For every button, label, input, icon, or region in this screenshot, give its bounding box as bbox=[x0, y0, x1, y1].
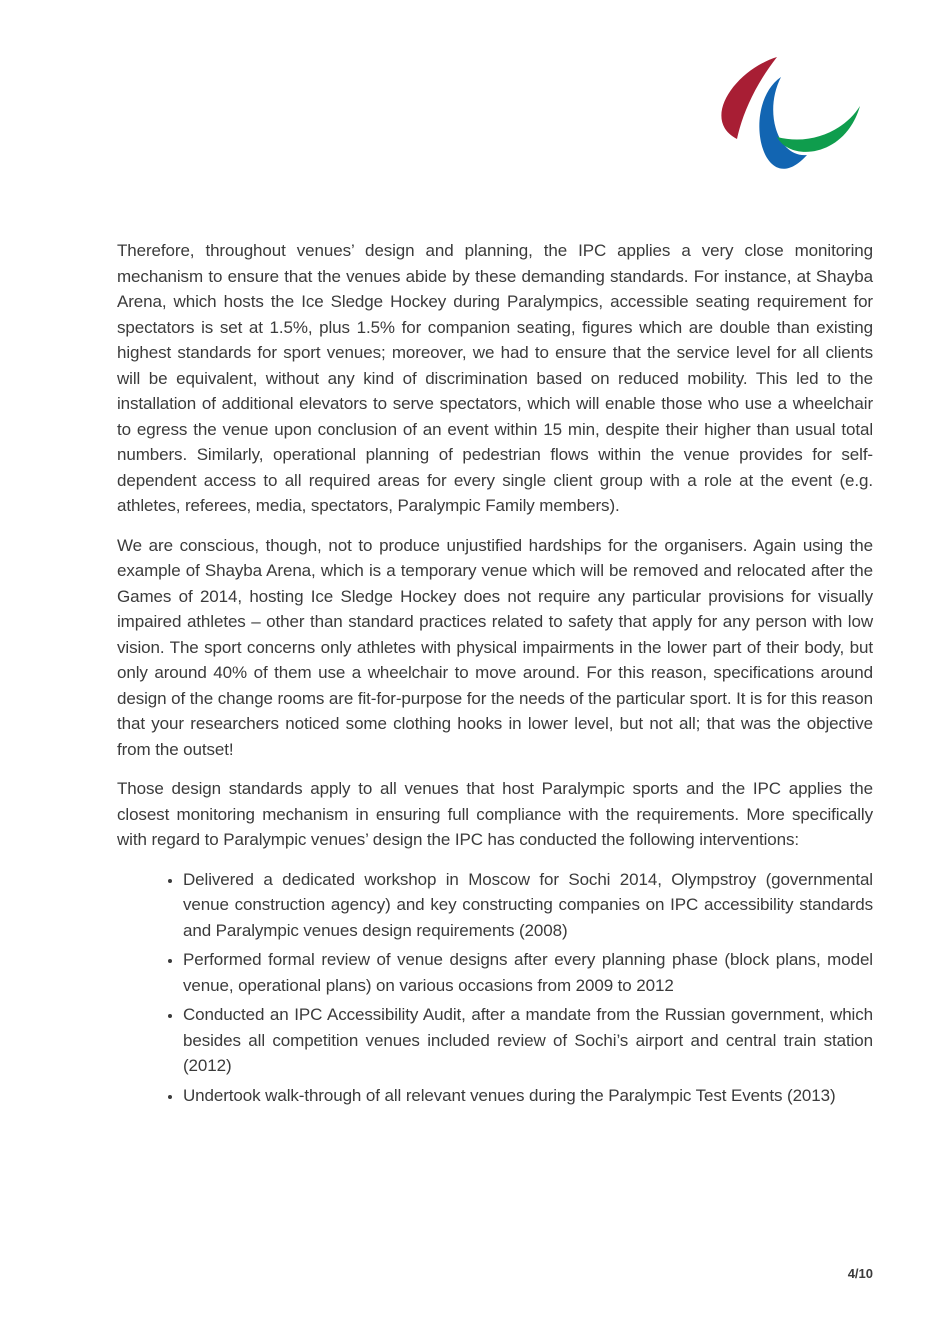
bullet-list bbox=[117, 867, 873, 1109]
document-body bbox=[117, 238, 873, 1112]
blue-agito-icon bbox=[759, 77, 807, 169]
page-footer bbox=[117, 1266, 873, 1281]
body-paragraph: Therefore, throughout venues’ design and planning, the IPC applies a very close monitoring mechanism to ensure that the venues abide by these demanding standards. For instance, at Shayba Arena, which hosts the Ice Sledge Hockey during Paralympics, accessible seating requirement for spectators is set at 1.5%, plus 1.5% for companion seating, figures which are double than existing highest standards for sport venues; moreover, we had to ensure that the service level for all clients will be equivalent, without any kind of discrimination based on reduced mobility. This led to the installation of additional elevators to serve spectators, which will enable those who use a wheelchair to egress the venue upon conclusion of an event within 15 min, despite their higher than usual total numbers. Similarly, operational planning of pedestrian flows within the venue provides for self-dependent access to all required areas for every single client group with a role at the event (e.g. athletes, referees, media, spectators, Paralympic Family members). bbox=[117, 241, 873, 515]
body-paragraph: We are conscious, though, not to produce unjustified hardships for the organisers. Again using the example of Shayba Arena, which is a temporary venue which will be removed and relocated after the Games of 2014, hosting Ice Sledge Hockey does not require any particular provisions for visually impaired athletes – other than standard practices related to safety that apply for any person with low vision. The sport concerns only athletes with physical impairments in the lower part of their body, but only around 40% of them use a wheelchair to move around. For this reason, specifications around design of the change rooms are fit-for-purpose for the needs of the particular sport. It is for this reason that your researchers noticed some clothing hooks in lower level, but not all; that was the objective from the outset! bbox=[117, 535, 873, 759]
bullet-item: • Delivered a dedicated workshop in Moscow for Sochi 2014, Olympstroy (governmental venue construction agency) and key constructing companies on IPC accessibility standards and Paralympic venues design requirements (2008) bbox=[183, 867, 873, 944]
bullet-item: • Conducted an IPC Accessibility Audit, after a mandate from the Russian government, which besides all competition venues included review of Sochi’s airport and central train station (2012) bbox=[183, 1002, 873, 1079]
ipc-agitos-logo bbox=[698, 48, 878, 182]
green-agito-icon bbox=[777, 106, 860, 152]
ipc-agitos-svg bbox=[698, 48, 878, 182]
body-paragraph: Those design standards apply to all venues that host Paralympic sports and the IPC applies the closest monitoring mechanism in ensuring full compliance with the requirements. More specifically with regard to Paralympic venues’ design the IPC has conducted the following interventions: bbox=[117, 779, 873, 849]
page-number: 4/10 bbox=[847, 1266, 873, 1281]
bullet-item: • Undertook walk-through of all relevant venues during the Paralympic Test Events (2013) bbox=[183, 1083, 873, 1109]
bullet-item: • Performed formal review of venue designs after every planning phase (block plans, model venue, operational plans) on various occasions from 2009 to 2012 bbox=[183, 947, 873, 998]
